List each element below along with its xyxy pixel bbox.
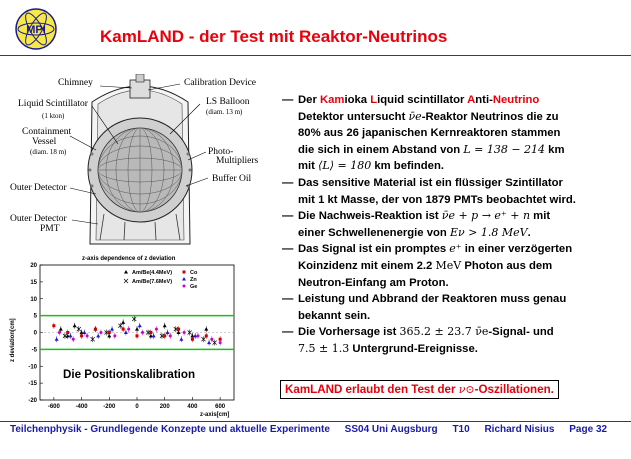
legend-marker — [124, 270, 128, 274]
label-containment-size: (diam. 18 m) — [30, 148, 67, 156]
label-photo: Photo- — [208, 147, 234, 157]
bullet-dash: — — [282, 176, 294, 189]
data-point-triangle — [68, 334, 72, 338]
data-point-co — [149, 331, 152, 334]
label-liquid-scintillator: Liquid Scintillator — [18, 99, 88, 109]
label-outer-detector: Outer Detector — [10, 183, 67, 193]
data-point-triangle — [55, 337, 59, 341]
data-point-triangle — [96, 334, 100, 338]
x-tick-label: 200 — [159, 404, 170, 410]
label-vessel: Vessel — [32, 137, 57, 147]
label-chimney: Chimney — [58, 78, 93, 88]
data-point-co — [66, 331, 69, 334]
label-ls-balloon: LS Balloon — [206, 97, 250, 107]
calibration-chart — [4, 252, 240, 418]
x-tick-label: 400 — [187, 404, 198, 410]
data-point-co — [52, 324, 55, 327]
data-point-triangle — [204, 327, 208, 331]
data-point-triangle — [121, 320, 125, 324]
bullet-reactor-power — [284, 291, 624, 324]
bullet-line: Das Signal ist ein promptes e⁺ in einer verzögerten — [298, 242, 573, 256]
data-point-ge — [113, 334, 116, 337]
data-point-ge — [72, 338, 75, 341]
legend-marker — [183, 271, 186, 274]
y-tick-label: 5 — [33, 313, 37, 320]
data-point-ge — [155, 328, 158, 331]
data-point-co — [205, 334, 208, 337]
chart-ylabel: z deviation[cm] — [10, 318, 16, 362]
data-point-triangle — [152, 334, 156, 338]
data-point-ge — [99, 331, 102, 334]
label-buffer-oil: Buffer Oil — [212, 174, 252, 184]
y-tick-label: 0 — [33, 330, 37, 337]
chart-title: z-axis dependence of z deviation — [82, 256, 176, 262]
footer-author: Richard Nisius — [484, 424, 555, 435]
y-tick-label: 15 — [30, 279, 37, 286]
svg-text:MPI: MPI — [26, 24, 46, 36]
footer — [10, 424, 621, 435]
legend-marker — [182, 277, 186, 281]
atom-logo-icon — [14, 7, 58, 51]
header-divider — [0, 55, 631, 56]
calibration-chart-svg — [4, 252, 240, 418]
data-point-ge — [58, 331, 61, 334]
label-outer-detector-pmt-1: Outer Detector — [10, 214, 67, 224]
label-multipliers: Multipliers — [216, 156, 259, 166]
bullet-prediction — [284, 324, 624, 357]
legend-label: Ge — [190, 284, 198, 290]
y-tick-label: -15 — [28, 381, 37, 388]
bullet-line: Neutron-Einfang am Proton. — [298, 276, 449, 289]
bullet-line: bekannt sein. — [298, 309, 371, 322]
bullet-dash: — — [282, 94, 294, 106]
label-calibration-device: Calibration Device — [184, 78, 257, 88]
data-point-co — [122, 328, 125, 331]
bullet-dash: — — [282, 210, 294, 223]
data-point-co — [177, 328, 180, 331]
x-tick-label: -200 — [103, 404, 116, 410]
data-point-co — [163, 334, 166, 337]
bullet-kamland — [284, 92, 624, 175]
data-point-triangle — [165, 331, 169, 335]
x-tick-label: -600 — [47, 404, 60, 410]
data-point-ge — [196, 334, 199, 337]
data-point-co — [191, 338, 194, 341]
conclusion-box: KamLAND erlaubt den Test der ν⊙-Oszillationen. — [280, 380, 559, 399]
y-tick-label: 10 — [30, 296, 37, 303]
footer-course: Teilchenphysik - Grundlegende Konzepte und aktuelle Experimente — [10, 424, 330, 435]
data-point-ge — [86, 334, 89, 337]
bullet-dash: — — [282, 243, 294, 256]
data-point-ge — [127, 328, 130, 331]
plot-caption: Die Positionskalibration — [63, 368, 196, 381]
data-point-ge — [141, 331, 144, 334]
data-point-co — [94, 328, 97, 331]
chart-xlabel: z-axis[cm] — [200, 412, 230, 418]
legend-label: Zn — [190, 277, 197, 283]
footer-section: T10 — [452, 424, 470, 435]
bullet-line: 7.5 ± 1.3 Untergrund-Ereignisse. — [298, 341, 478, 355]
data-point-ge — [219, 341, 222, 344]
label-ls-mass: (1 kton) — [42, 112, 65, 120]
data-point-triangle — [110, 327, 114, 331]
mpi-logo — [14, 7, 58, 51]
x-tick-label: 600 — [215, 404, 226, 410]
legend-marker — [183, 285, 186, 288]
bullet-dash: — — [282, 326, 294, 339]
data-point-triangle — [207, 341, 211, 345]
bullet-line: 80% aus 26 japanischen Kernreaktoren stammen — [298, 127, 561, 140]
y-tick-label: -10 — [28, 364, 37, 371]
data-point-triangle — [135, 327, 139, 331]
bullet-line: die sich in einem Abstand von L = 138 − 214 km — [298, 142, 565, 156]
bullet-dash: — — [282, 293, 294, 306]
y-tick-label: 20 — [30, 263, 37, 269]
bullet-signal — [284, 241, 624, 291]
bullet-line: Leistung und Abbrand der Reaktoren muss genau — [298, 293, 567, 306]
label-ls-balloon-size: (diam. 13 m) — [206, 108, 243, 116]
bullet-line: Die Vorhersage ist 365.2 ± 23.7 ν̄e-Signal- und — [298, 325, 554, 339]
legend-marker — [124, 279, 128, 283]
data-point-ge — [183, 331, 186, 334]
bullet-line: Detektor untersucht ν̄e-Reaktor Neutrinos die zu — [298, 109, 559, 123]
y-tick-label: -20 — [28, 398, 37, 404]
legend-label: Am/Be(4.4MeV) — [132, 270, 173, 276]
data-point-triangle — [73, 324, 77, 328]
data-point-co — [108, 331, 111, 334]
legend-label: Am/Be(7.6MeV) — [132, 279, 173, 285]
bullet-line: Die Nachweis-Reaktion ist ν̄e + p → e⁺ + n mit — [298, 209, 551, 223]
data-point-triangle — [138, 324, 142, 328]
bullet-line: einer Schwellenenergie von Eν > 1.8 MeV. — [298, 225, 531, 239]
x-tick-label: 0 — [135, 404, 139, 410]
data-point-triangle — [124, 331, 128, 335]
x-tick-label: -400 — [75, 404, 88, 410]
footer-divider — [0, 421, 631, 422]
bullet-line: Koinzidenz mit einem 2.2 MeV Photon aus dem — [298, 258, 553, 272]
data-point-ge — [169, 334, 172, 337]
legend-label: Co — [190, 270, 198, 276]
bullet-line: Das sensitive Material ist ein flüssiger Szintillator — [298, 176, 563, 189]
footer-page: Page 32 — [569, 424, 608, 435]
bullet-line: mit ⟨L⟩ = 180 km befinden. — [298, 159, 444, 173]
bullet-line: mit 1 kt Masse, der von 1879 PMTs beobachtet wird. — [298, 193, 576, 206]
y-tick-label: -5 — [31, 347, 37, 354]
page-title: KamLAND - der Test mit Reaktor-Neutrinos — [100, 27, 448, 46]
footer-term: SS04 Uni Augsburg — [344, 424, 438, 435]
data-point-ge — [210, 338, 213, 341]
data-point-co — [80, 334, 83, 337]
bullet-list — [284, 92, 624, 358]
data-point-co — [136, 334, 139, 337]
bullet-scintillator — [284, 175, 624, 208]
bullet-line: Der Kamioka Liquid scintillator Anti-Neutrino — [298, 94, 540, 106]
label-outer-detector-pmt-2: PMT — [40, 224, 60, 234]
data-point-triangle — [82, 331, 86, 335]
label-containment: Containment — [22, 127, 72, 137]
data-point-triangle — [163, 324, 167, 328]
bullet-reaction — [284, 208, 624, 241]
data-point-triangle — [179, 337, 183, 341]
